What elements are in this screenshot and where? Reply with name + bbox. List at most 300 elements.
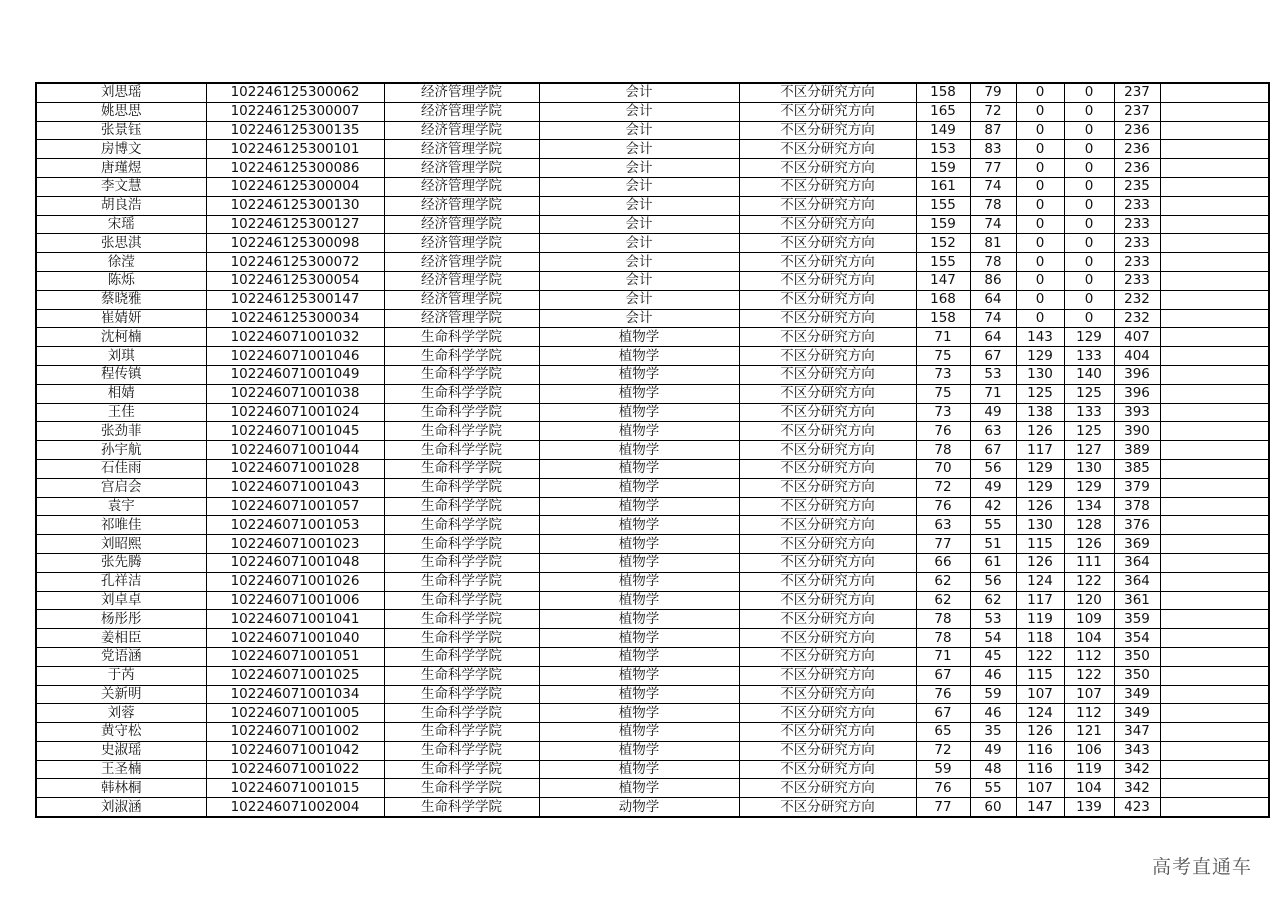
score-3-cell: 126 (1016, 422, 1064, 441)
exam-id-cell: 102246071001025 (206, 666, 384, 685)
table-row (36, 234, 1269, 253)
score-4-cell: 109 (1064, 610, 1114, 629)
table-row (36, 384, 1269, 403)
score-4-cell: 133 (1064, 403, 1114, 422)
exam-id-cell: 102246071001005 (206, 704, 384, 723)
score-1-cell: 158 (916, 83, 970, 102)
major-cell: 植物学 (539, 704, 739, 723)
remark-cell (1160, 347, 1269, 366)
college-cell: 生命科学学院 (384, 403, 539, 422)
major-cell: 会计 (539, 159, 739, 178)
college-cell: 生命科学学院 (384, 760, 539, 779)
exam-id-cell: 102246125300054 (206, 271, 384, 290)
total-score-cell: 376 (1114, 516, 1160, 535)
total-score-cell: 343 (1114, 741, 1160, 760)
total-score-cell: 232 (1114, 309, 1160, 328)
college-cell: 生命科学学院 (384, 647, 539, 666)
score-4-cell: 139 (1064, 798, 1114, 817)
name-cell: 房博文 (36, 140, 206, 159)
name-cell: 史淑瑶 (36, 741, 206, 760)
total-score-cell: 233 (1114, 196, 1160, 215)
college-cell: 生命科学学院 (384, 347, 539, 366)
score-4-cell: 111 (1064, 553, 1114, 572)
score-4-cell: 122 (1064, 666, 1114, 685)
research-direction-cell: 不区分研究方向 (739, 215, 916, 234)
exam-id-cell: 102246125300072 (206, 253, 384, 272)
name-cell: 张思淇 (36, 234, 206, 253)
score-1-cell: 73 (916, 365, 970, 384)
total-score-cell: 342 (1114, 779, 1160, 798)
remark-cell (1160, 779, 1269, 798)
research-direction-cell: 不区分研究方向 (739, 290, 916, 309)
college-cell: 生命科学学院 (384, 723, 539, 742)
table-row (36, 535, 1269, 554)
score-4-cell: 0 (1064, 290, 1114, 309)
college-cell: 经济管理学院 (384, 253, 539, 272)
exam-id-cell: 102246071001028 (206, 459, 384, 478)
exam-id-cell: 102246071001041 (206, 610, 384, 629)
college-cell: 经济管理学院 (384, 140, 539, 159)
research-direction-cell: 不区分研究方向 (739, 779, 916, 798)
table-row (36, 422, 1269, 441)
remark-cell (1160, 196, 1269, 215)
research-direction-cell: 不区分研究方向 (739, 83, 916, 102)
research-direction-cell: 不区分研究方向 (739, 422, 916, 441)
score-1-cell: 75 (916, 347, 970, 366)
score-2-cell: 61 (970, 553, 1016, 572)
score-2-cell: 72 (970, 102, 1016, 121)
total-score-cell: 347 (1114, 723, 1160, 742)
total-score-cell: 404 (1114, 347, 1160, 366)
research-direction-cell: 不区分研究方向 (739, 328, 916, 347)
score-1-cell: 159 (916, 215, 970, 234)
total-score-cell: 236 (1114, 140, 1160, 159)
remark-cell (1160, 704, 1269, 723)
score-3-cell: 0 (1016, 196, 1064, 215)
total-score-cell: 237 (1114, 83, 1160, 102)
major-cell: 植物学 (539, 666, 739, 685)
score-1-cell: 158 (916, 309, 970, 328)
score-1-cell: 63 (916, 516, 970, 535)
score-2-cell: 49 (970, 403, 1016, 422)
research-direction-cell: 不区分研究方向 (739, 572, 916, 591)
exam-id-cell: 102246071001024 (206, 403, 384, 422)
total-score-cell: 233 (1114, 215, 1160, 234)
score-2-cell: 59 (970, 685, 1016, 704)
remark-cell (1160, 83, 1269, 102)
exam-id-cell: 102246125300147 (206, 290, 384, 309)
score-4-cell: 128 (1064, 516, 1114, 535)
score-1-cell: 161 (916, 177, 970, 196)
college-cell: 生命科学学院 (384, 497, 539, 516)
score-4-cell: 112 (1064, 647, 1114, 666)
exam-id-cell: 102246071001045 (206, 422, 384, 441)
major-cell: 植物学 (539, 497, 739, 516)
score-3-cell: 0 (1016, 140, 1064, 159)
major-cell: 植物学 (539, 610, 739, 629)
score-2-cell: 62 (970, 591, 1016, 610)
table-row (36, 629, 1269, 648)
name-cell: 刘思瑶 (36, 83, 206, 102)
score-3-cell: 0 (1016, 159, 1064, 178)
major-cell: 植物学 (539, 723, 739, 742)
score-3-cell: 0 (1016, 234, 1064, 253)
table-row (36, 102, 1269, 121)
score-3-cell: 138 (1016, 403, 1064, 422)
score-3-cell: 0 (1016, 271, 1064, 290)
exam-id-cell: 102246071001042 (206, 741, 384, 760)
score-4-cell: 0 (1064, 140, 1114, 159)
score-3-cell: 118 (1016, 629, 1064, 648)
score-2-cell: 79 (970, 83, 1016, 102)
research-direction-cell: 不区分研究方向 (739, 647, 916, 666)
name-cell: 宋瑶 (36, 215, 206, 234)
remark-cell (1160, 403, 1269, 422)
score-1-cell: 168 (916, 290, 970, 309)
total-score-cell: 396 (1114, 384, 1160, 403)
total-score-cell: 378 (1114, 497, 1160, 516)
remark-cell (1160, 572, 1269, 591)
exam-id-cell: 102246071001048 (206, 553, 384, 572)
research-direction-cell: 不区分研究方向 (739, 253, 916, 272)
research-direction-cell: 不区分研究方向 (739, 459, 916, 478)
score-3-cell: 129 (1016, 459, 1064, 478)
score-3-cell: 115 (1016, 535, 1064, 554)
exam-id-cell: 102246125300130 (206, 196, 384, 215)
score-4-cell: 104 (1064, 629, 1114, 648)
score-2-cell: 63 (970, 422, 1016, 441)
remark-cell (1160, 159, 1269, 178)
remark-cell (1160, 798, 1269, 817)
score-3-cell: 117 (1016, 441, 1064, 460)
college-cell: 生命科学学院 (384, 459, 539, 478)
research-direction-cell: 不区分研究方向 (739, 384, 916, 403)
major-cell: 植物学 (539, 591, 739, 610)
table-row (36, 516, 1269, 535)
name-cell: 刘昭熙 (36, 535, 206, 554)
name-cell: 程传镇 (36, 365, 206, 384)
college-cell: 经济管理学院 (384, 215, 539, 234)
major-cell: 会计 (539, 102, 739, 121)
score-1-cell: 62 (916, 591, 970, 610)
research-direction-cell: 不区分研究方向 (739, 309, 916, 328)
score-4-cell: 112 (1064, 704, 1114, 723)
score-1-cell: 155 (916, 196, 970, 215)
name-cell: 刘卓卓 (36, 591, 206, 610)
score-4-cell: 129 (1064, 328, 1114, 347)
research-direction-cell: 不区分研究方向 (739, 121, 916, 140)
total-score-cell: 236 (1114, 121, 1160, 140)
score-4-cell: 0 (1064, 234, 1114, 253)
total-score-cell: 342 (1114, 760, 1160, 779)
remark-cell (1160, 365, 1269, 384)
table-row (36, 328, 1269, 347)
major-cell: 植物学 (539, 441, 739, 460)
college-cell: 生命科学学院 (384, 685, 539, 704)
score-2-cell: 74 (970, 215, 1016, 234)
name-cell: 黄守松 (36, 723, 206, 742)
name-cell: 陈烁 (36, 271, 206, 290)
exam-id-cell: 102246071001002 (206, 723, 384, 742)
score-1-cell: 78 (916, 610, 970, 629)
score-1-cell: 76 (916, 422, 970, 441)
total-score-cell: 235 (1114, 177, 1160, 196)
exam-id-cell: 102246125300007 (206, 102, 384, 121)
name-cell: 张劲菲 (36, 422, 206, 441)
major-cell: 植物学 (539, 422, 739, 441)
college-cell: 经济管理学院 (384, 271, 539, 290)
score-3-cell: 126 (1016, 553, 1064, 572)
total-score-cell: 379 (1114, 478, 1160, 497)
major-cell: 植物学 (539, 553, 739, 572)
major-cell: 会计 (539, 253, 739, 272)
total-score-cell: 407 (1114, 328, 1160, 347)
total-score-cell: 385 (1114, 459, 1160, 478)
score-3-cell: 0 (1016, 177, 1064, 196)
total-score-cell: 393 (1114, 403, 1160, 422)
exam-id-cell: 102246071001040 (206, 629, 384, 648)
exam-id-cell: 102246071001057 (206, 497, 384, 516)
watermark-text: 高考直通车 (1151, 856, 1252, 878)
remark-cell (1160, 591, 1269, 610)
score-2-cell: 48 (970, 760, 1016, 779)
score-2-cell: 56 (970, 459, 1016, 478)
score-1-cell: 78 (916, 441, 970, 460)
major-cell: 会计 (539, 121, 739, 140)
exam-id-cell: 102246125300086 (206, 159, 384, 178)
college-cell: 经济管理学院 (384, 121, 539, 140)
major-cell: 会计 (539, 196, 739, 215)
research-direction-cell: 不区分研究方向 (739, 478, 916, 497)
major-cell: 会计 (539, 309, 739, 328)
major-cell: 会计 (539, 140, 739, 159)
remark-cell (1160, 384, 1269, 403)
table-row (36, 271, 1269, 290)
score-3-cell: 107 (1016, 685, 1064, 704)
score-4-cell: 0 (1064, 102, 1114, 121)
table-row (36, 121, 1269, 140)
table-row (36, 196, 1269, 215)
remark-cell (1160, 309, 1269, 328)
college-cell: 生命科学学院 (384, 535, 539, 554)
score-2-cell: 74 (970, 177, 1016, 196)
score-2-cell: 86 (970, 271, 1016, 290)
remark-cell (1160, 140, 1269, 159)
score-1-cell: 77 (916, 798, 970, 817)
exam-id-cell: 102246125300135 (206, 121, 384, 140)
major-cell: 植物学 (539, 403, 739, 422)
score-3-cell: 0 (1016, 83, 1064, 102)
exam-id-cell: 102246125300004 (206, 177, 384, 196)
score-2-cell: 46 (970, 704, 1016, 723)
score-4-cell: 119 (1064, 760, 1114, 779)
college-cell: 经济管理学院 (384, 196, 539, 215)
name-cell: 相婧 (36, 384, 206, 403)
table-row (36, 610, 1269, 629)
score-4-cell: 129 (1064, 478, 1114, 497)
total-score-cell: 354 (1114, 629, 1160, 648)
research-direction-cell: 不区分研究方向 (739, 666, 916, 685)
score-1-cell: 75 (916, 384, 970, 403)
score-4-cell: 107 (1064, 685, 1114, 704)
score-3-cell: 119 (1016, 610, 1064, 629)
score-4-cell: 122 (1064, 572, 1114, 591)
college-cell: 生命科学学院 (384, 328, 539, 347)
remark-cell (1160, 647, 1269, 666)
name-cell: 孔祥洁 (36, 572, 206, 591)
score-1-cell: 155 (916, 253, 970, 272)
score-2-cell: 81 (970, 234, 1016, 253)
research-direction-cell: 不区分研究方向 (739, 704, 916, 723)
score-2-cell: 71 (970, 384, 1016, 403)
score-4-cell: 125 (1064, 384, 1114, 403)
total-score-cell: 389 (1114, 441, 1160, 460)
total-score-cell: 233 (1114, 234, 1160, 253)
total-score-cell: 237 (1114, 102, 1160, 121)
score-1-cell: 67 (916, 666, 970, 685)
exam-id-cell: 102246125300034 (206, 309, 384, 328)
exam-id-cell: 102246125300098 (206, 234, 384, 253)
total-score-cell: 232 (1114, 290, 1160, 309)
score-4-cell: 134 (1064, 497, 1114, 516)
score-2-cell: 51 (970, 535, 1016, 554)
remark-cell (1160, 610, 1269, 629)
score-4-cell: 0 (1064, 121, 1114, 140)
research-direction-cell: 不区分研究方向 (739, 553, 916, 572)
name-cell: 杨彤彤 (36, 610, 206, 629)
exam-id-cell: 102246071001034 (206, 685, 384, 704)
admission-score-table (35, 82, 1270, 818)
major-cell: 植物学 (539, 328, 739, 347)
score-4-cell: 0 (1064, 177, 1114, 196)
table-row (36, 572, 1269, 591)
research-direction-cell: 不区分研究方向 (739, 591, 916, 610)
score-1-cell: 77 (916, 535, 970, 554)
score-2-cell: 60 (970, 798, 1016, 817)
college-cell: 经济管理学院 (384, 177, 539, 196)
research-direction-cell: 不区分研究方向 (739, 497, 916, 516)
score-2-cell: 53 (970, 610, 1016, 629)
score-3-cell: 129 (1016, 478, 1064, 497)
remark-cell (1160, 459, 1269, 478)
college-cell: 生命科学学院 (384, 516, 539, 535)
college-cell: 生命科学学院 (384, 422, 539, 441)
score-1-cell: 73 (916, 403, 970, 422)
score-3-cell: 147 (1016, 798, 1064, 817)
score-4-cell: 0 (1064, 159, 1114, 178)
score-2-cell: 42 (970, 497, 1016, 516)
score-1-cell: 153 (916, 140, 970, 159)
research-direction-cell: 不区分研究方向 (739, 798, 916, 817)
research-direction-cell: 不区分研究方向 (739, 760, 916, 779)
score-4-cell: 121 (1064, 723, 1114, 742)
score-1-cell: 76 (916, 497, 970, 516)
score-3-cell: 130 (1016, 365, 1064, 384)
research-direction-cell: 不区分研究方向 (739, 365, 916, 384)
remark-cell (1160, 497, 1269, 516)
college-cell: 生命科学学院 (384, 572, 539, 591)
remark-cell (1160, 271, 1269, 290)
major-cell: 会计 (539, 83, 739, 102)
research-direction-cell: 不区分研究方向 (739, 140, 916, 159)
remark-cell (1160, 723, 1269, 742)
score-2-cell: 46 (970, 666, 1016, 685)
name-cell: 刘琪 (36, 347, 206, 366)
score-2-cell: 74 (970, 309, 1016, 328)
exam-id-cell: 102246071001022 (206, 760, 384, 779)
name-cell: 徐滢 (36, 253, 206, 272)
college-cell: 生命科学学院 (384, 553, 539, 572)
score-1-cell: 59 (916, 760, 970, 779)
table-row (36, 497, 1269, 516)
total-score-cell: 364 (1114, 572, 1160, 591)
major-cell: 动物学 (539, 798, 739, 817)
score-1-cell: 71 (916, 647, 970, 666)
remark-cell (1160, 741, 1269, 760)
total-score-cell: 361 (1114, 591, 1160, 610)
total-score-cell: 350 (1114, 647, 1160, 666)
score-4-cell: 125 (1064, 422, 1114, 441)
score-2-cell: 67 (970, 441, 1016, 460)
major-cell: 会计 (539, 290, 739, 309)
major-cell: 植物学 (539, 760, 739, 779)
score-2-cell: 45 (970, 647, 1016, 666)
total-score-cell: 369 (1114, 535, 1160, 554)
college-cell: 经济管理学院 (384, 290, 539, 309)
remark-cell (1160, 685, 1269, 704)
major-cell: 植物学 (539, 365, 739, 384)
score-3-cell: 115 (1016, 666, 1064, 685)
score-2-cell: 78 (970, 253, 1016, 272)
remark-cell (1160, 535, 1269, 554)
score-4-cell: 130 (1064, 459, 1114, 478)
research-direction-cell: 不区分研究方向 (739, 271, 916, 290)
research-direction-cell: 不区分研究方向 (739, 441, 916, 460)
score-1-cell: 159 (916, 159, 970, 178)
score-2-cell: 87 (970, 121, 1016, 140)
score-4-cell: 106 (1064, 741, 1114, 760)
college-cell: 生命科学学院 (384, 779, 539, 798)
score-3-cell: 124 (1016, 572, 1064, 591)
table-row (36, 723, 1269, 742)
score-2-cell: 78 (970, 196, 1016, 215)
score-4-cell: 0 (1064, 253, 1114, 272)
major-cell: 植物学 (539, 685, 739, 704)
exam-id-cell: 102246125300101 (206, 140, 384, 159)
score-3-cell: 143 (1016, 328, 1064, 347)
name-cell: 于芮 (36, 666, 206, 685)
major-cell: 植物学 (539, 516, 739, 535)
major-cell: 会计 (539, 234, 739, 253)
table-row (36, 704, 1269, 723)
name-cell: 胡良浩 (36, 196, 206, 215)
table-row (36, 553, 1269, 572)
remark-cell (1160, 234, 1269, 253)
score-4-cell: 0 (1064, 215, 1114, 234)
research-direction-cell: 不区分研究方向 (739, 403, 916, 422)
table-row (36, 478, 1269, 497)
table-row (36, 798, 1269, 817)
college-cell: 生命科学学院 (384, 478, 539, 497)
major-cell: 植物学 (539, 478, 739, 497)
score-1-cell: 62 (916, 572, 970, 591)
name-cell: 石佳雨 (36, 459, 206, 478)
score-4-cell: 0 (1064, 271, 1114, 290)
major-cell: 植物学 (539, 384, 739, 403)
total-score-cell: 350 (1114, 666, 1160, 685)
exam-id-cell: 102246071001015 (206, 779, 384, 798)
score-2-cell: 83 (970, 140, 1016, 159)
